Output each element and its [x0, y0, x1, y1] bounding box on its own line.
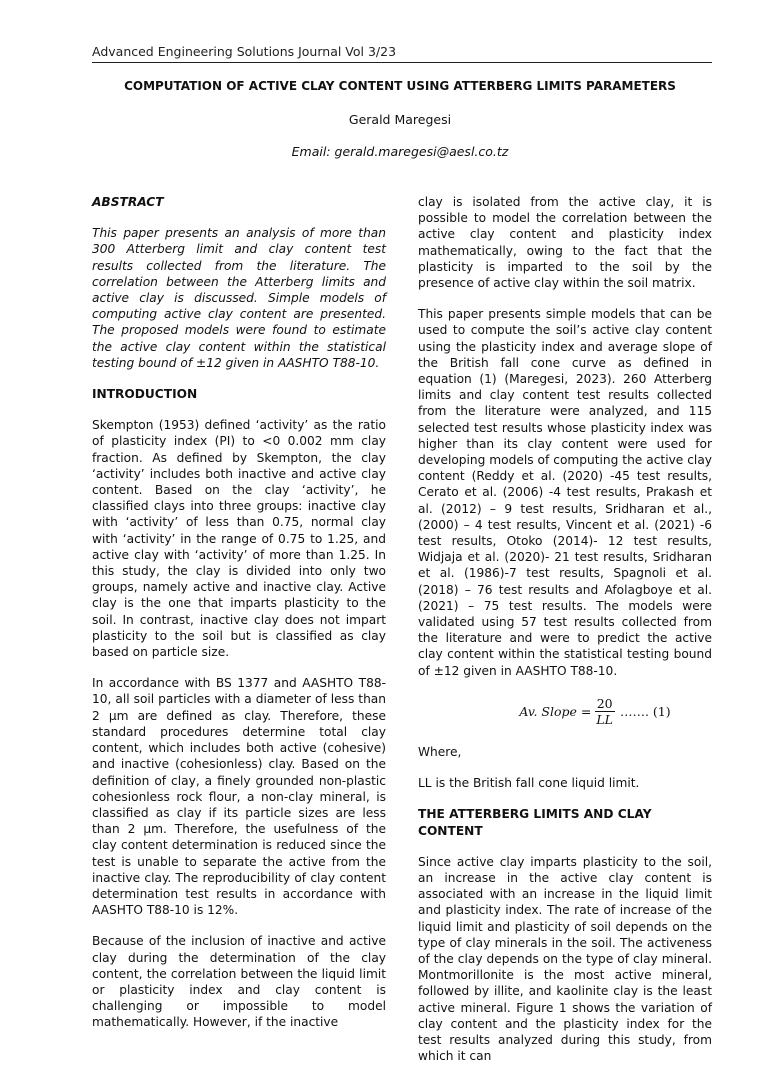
- right-paragraph-3: Since active clay imparts plasticity to the soil, an increase in the active clay content is associated with an increase in the liquid limit and plasticity index. The rate of increase of the liquid limit and plasticity of soil depends on the type of clay minerals in the soil. The activeness of the clay depends on the type of clay mineral. Montmorillonite is the most active mineral, followed by illite, and kaolinite clay is the least active mineral. Figure 1 shows the variation of clay content and the plasticity index for the test results analyzed during this study, from which it can: [418, 854, 712, 1064]
- intro-paragraph-2: In accordance with BS 1377 and AASHTO T88-10, all soil particles with a diameter of less than 2 µm are defined as clay. Therefore, these standard procedures determine total clay content, which includes both active (cohesive) and inactive (cohesionless) clay. Based on the definition of clay, a finely grounded non-plastic cohesionless rock flour, a non-clay mineral, is classified as clay if its particle sizes are less than 2 µm. Therefore, the usefulness of the clay content determination is reduced since the test is unable to separate the active from the inactive clay. The reproducibility of clay content determination test results in accordance with AASHTO T88-10 is 12%.: [92, 676, 386, 918]
- introduction-heading: INTRODUCTION: [92, 387, 198, 402]
- equation-lhs: Av. Slope =: [519, 703, 592, 719]
- abstract-heading: ABSTRACT: [92, 195, 164, 209]
- intro-paragraph-1: Skempton (1953) defined ‘activity’ as the ratio of plasticity index (PI) to <0 0.002 mm clay fraction. As defined by Skempton, the clay ‘activity’ includes both inactive and active clay content. Based on the clay ‘activity’, he classified clays into three groups: inactive clay with ‘activity’ of less than 0.75, normal clay with ‘activity’ in the range of 0.75 to 1.25, and active clay with ‘activity’ of more than 1.25. In this study, the clay is divided into only two groups, namely active and inactive clay. Active clay is the one that imparts plasticity to the soil. In contrast, inactive clay does not impart plasticity to the soil but is classified as clay based on particle size.: [92, 418, 386, 660]
- ll-definition: LL is the British fall cone liquid limit.: [418, 776, 640, 791]
- equation-1: [478, 694, 712, 730]
- intro-paragraph-3: Because of the inclusion of inactive and active clay during the determination of the clay content, the correlation between the liquid limit or plasticity index and clay content is challenging or impossible to model mathematically. However, if the inactive: [92, 934, 386, 1030]
- right-column: [418, 194, 712, 1079]
- abstract-text: This paper presents an analysis of more than 300 Atterberg limit and clay content test results collected from the literature. The correlation between the Atterberg limits and active clay is discussed. Simple models of computing active clay content are presented. The proposed models were found to estimate the active clay content within the statistical testing bound of ±12 given in AASHTO T88-10.: [92, 226, 386, 370]
- left-column: [92, 194, 386, 1046]
- atterberg-section-heading: THE ATTERBERG LIMITS AND CLAY CONTENT: [418, 807, 652, 838]
- where-label: Where,: [418, 744, 462, 759]
- author-email: Email: gerald.maregesi@aesl.co.tz: [291, 144, 509, 159]
- journal-header: Advanced Engineering Solutions Journal Vol 3/23: [92, 44, 397, 59]
- equation-denominator: LL: [596, 712, 613, 728]
- right-paragraph-1: clay is isolated from the active clay, it is possible to model the correlation between the active clay content and plasticity index mathematically, owing to the fact that the plasticity is imparted to the soil by the presence of active clay within the soil matrix.: [418, 195, 712, 291]
- equation-numerator: 20: [596, 696, 613, 712]
- equation-fraction: [594, 696, 615, 727]
- header-divider: [92, 62, 712, 63]
- author-name: Gerald Maregesi: [348, 112, 452, 127]
- paper-title: COMPUTATION OF ACTIVE CLAY CONTENT USING ATTERBERG LIMITS PARAMETERS: [124, 79, 676, 93]
- equation-number: ……. (1): [619, 703, 671, 719]
- right-paragraph-2: This paper presents simple models that can be used to compute the soil’s active clay content using the plasticity index and average slope of the British fall cone curve as defined in equation (1) (Maregesi, 2023). 260 Atterberg limits and clay content test results collected from the literature were analyzed, and 115 selected test results whose plasticity index was higher than its clay content were used for developing models of computing the active clay content (Reddy et al. (2020) -45 test results, Cerato et al. (2006) -4 test results, Prakash et al. (2012) – 9 test results, Sridharan et al.,(2000) – 4 test results, Vincent et al. (2021) -6 test results, Otoko (2014)- 12 test results, Widjaja et al. (2020)- 21 test results, Sridharan et al. (1986)-7 test results, Spagnoli et al. (2018) – 76 test results and Afolagboye et al. (2021) – 75 test results. The models were validated using 57 test results collected from the literature and were to predict the active clay content within the statistical testing bound of ±12 given in AASHTO T88-10.: [418, 307, 712, 678]
